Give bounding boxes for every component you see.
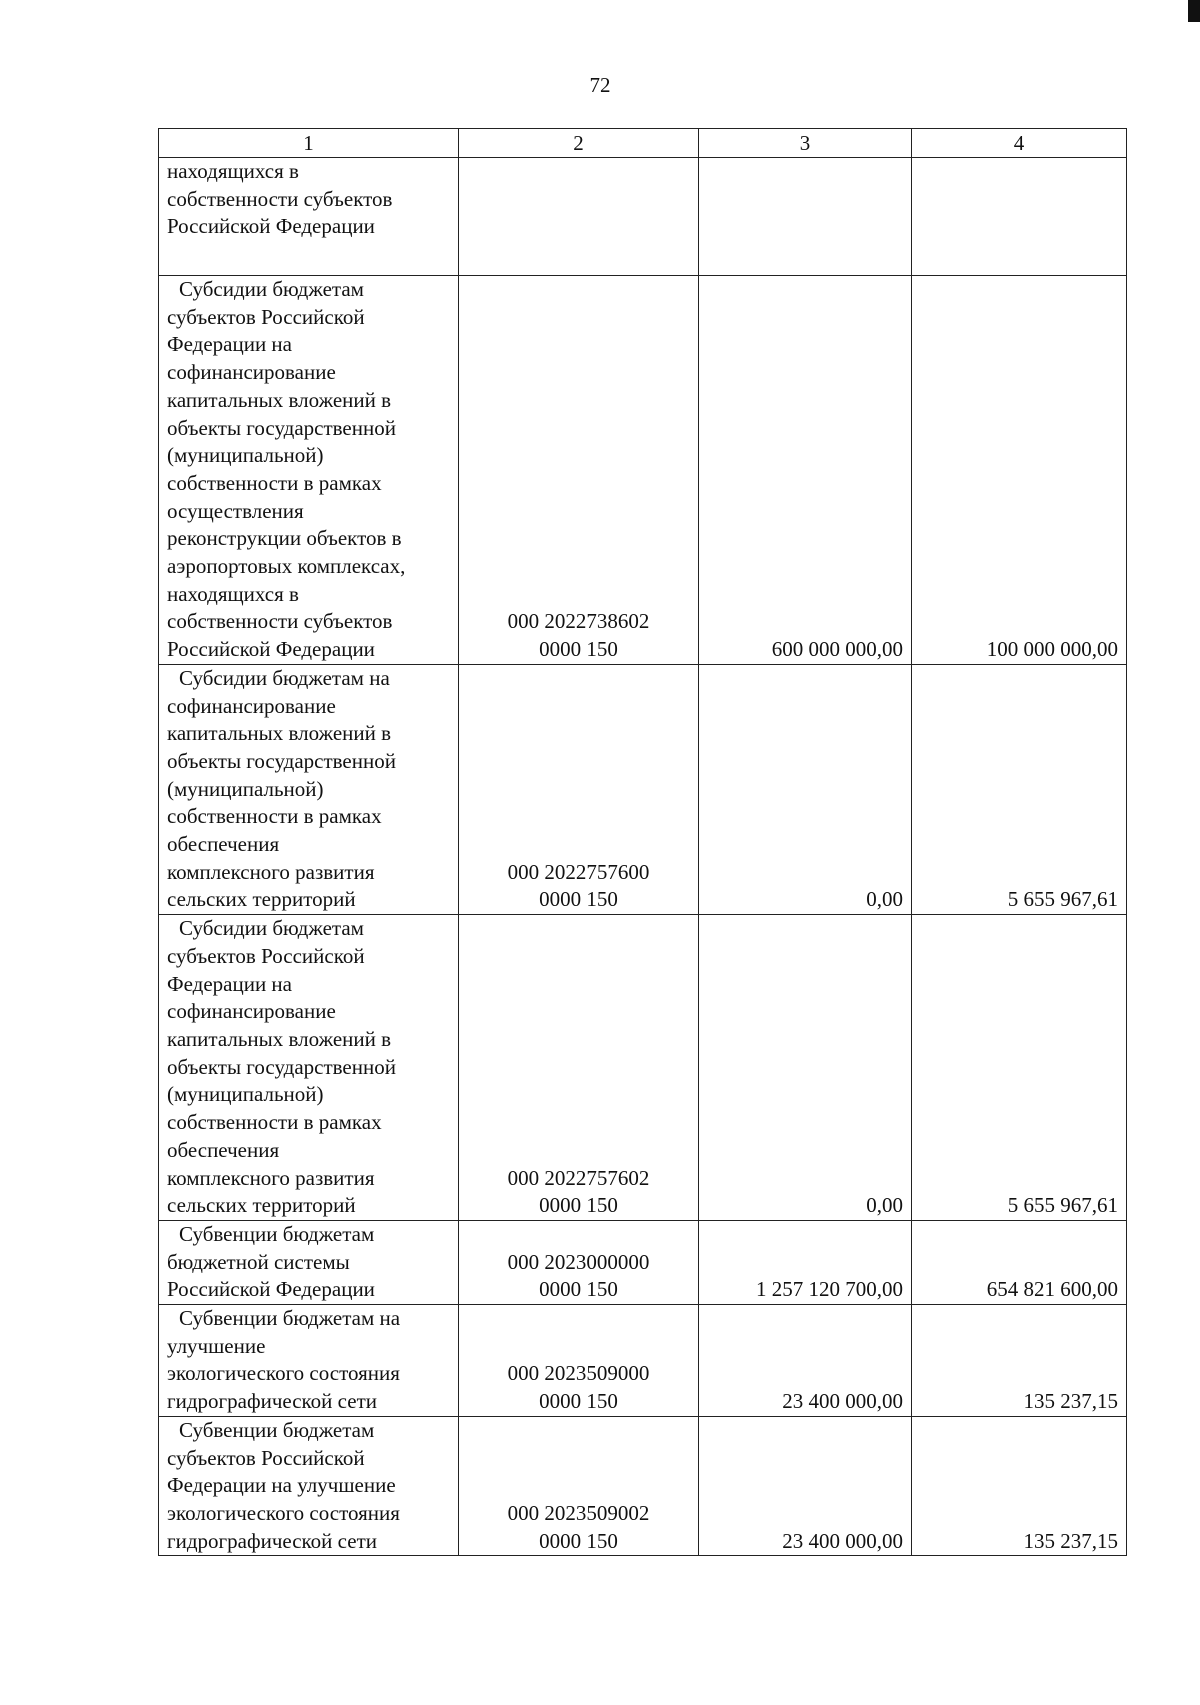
name-line: Федерации на: [167, 971, 292, 996]
name-line: софинансирование: [167, 999, 336, 1024]
name-line: капитальных вложений в: [167, 387, 392, 412]
row-col4-value: 135 237,15: [912, 1416, 1127, 1556]
column-header-2: 2: [459, 129, 699, 158]
name-line: субъектов Российской: [167, 304, 365, 329]
row-name-cell: [159, 1416, 459, 1556]
column-header-4: 4: [912, 129, 1127, 158]
name-line: собственности в рамках: [167, 1110, 382, 1135]
name-line: Федерации на: [167, 332, 292, 357]
continuation-col3-cell: [699, 158, 912, 276]
table-header-row: [159, 129, 1127, 158]
continuation-row: [159, 158, 1127, 276]
row-col3-value: 1 257 120 700,00: [699, 1220, 912, 1304]
name-line: находящихся в: [167, 581, 299, 606]
name-line: объекты государственной: [167, 415, 396, 440]
code-line: 0000 150: [539, 1277, 618, 1302]
name-line: экологического состояния: [167, 1361, 400, 1386]
row-col3-value: 23 400 000,00: [699, 1416, 912, 1556]
code-line: 000 2022757602: [507, 1165, 650, 1190]
name-line: Российской Федерации: [167, 637, 375, 662]
name-line: комплексного развития: [167, 1165, 375, 1190]
name-line: аэропортовых комплексах,: [167, 554, 406, 579]
name-line: капитальных вложений в: [167, 1026, 392, 1051]
name-line: объекты государственной: [167, 748, 396, 773]
code-line: 0000 150: [539, 887, 618, 912]
name-line: субъектов Российской: [167, 943, 365, 968]
name-line: осуществления: [167, 498, 304, 523]
page-number: 72: [589, 73, 611, 97]
row-name-cell: [159, 1220, 459, 1304]
table-row: [159, 1305, 1127, 1417]
name-line: сельских территорий: [167, 1193, 356, 1218]
name-line: экологического состояния: [167, 1500, 400, 1525]
column-header-1: 1: [159, 129, 459, 158]
name-line: собственности в рамках: [167, 470, 382, 495]
row-col3-value: 0,00: [699, 664, 912, 914]
code-line: 000 2023509000: [507, 1361, 650, 1386]
row-code-cell: [459, 1220, 699, 1304]
name-line: Субсидии бюджетам на: [179, 665, 390, 690]
name-line: Российской Федерации: [167, 214, 375, 239]
row-col4-value: 5 655 967,61: [912, 664, 1127, 914]
code-line: 0000 150: [539, 1389, 618, 1414]
name-line: (муниципальной): [167, 776, 324, 801]
table-row: [159, 664, 1127, 914]
continuation-code-cell: [459, 158, 699, 276]
row-col4-value: 135 237,15: [912, 1305, 1127, 1417]
name-line: (муниципальной): [167, 443, 324, 468]
row-code-cell: [459, 664, 699, 914]
name-line: находящихся в: [167, 159, 299, 183]
name-line: субъектов Российской: [167, 1445, 365, 1470]
name-line: собственности в рамках: [167, 804, 382, 829]
name-line: обеспечения: [167, 832, 280, 857]
name-line: Федерации на улучшение: [167, 1473, 396, 1498]
name-line: (муниципальной): [167, 1082, 324, 1107]
row-name-cell: [159, 915, 459, 1221]
row-col3-value: 23 400 000,00: [699, 1305, 912, 1417]
name-line: гидрографической сети: [167, 1528, 377, 1553]
continuation-col4-cell: [912, 158, 1127, 276]
code-line: 000 2023000000: [507, 1249, 650, 1274]
code-line: 0000 150: [539, 1193, 618, 1218]
scan-edge-mark: [1188, 0, 1200, 22]
row-col3-value: 600 000 000,00: [699, 276, 912, 665]
code-line: 000 2022757600: [507, 859, 650, 884]
code-line: 000 2022738602: [507, 609, 650, 634]
name-line: Субвенции бюджетам на: [179, 1306, 401, 1331]
code-line: 0000 150: [539, 637, 618, 662]
name-line: собственности субъектов: [167, 186, 393, 211]
row-code-cell: [459, 1416, 699, 1556]
code-line: 000 2023509002: [507, 1500, 650, 1525]
table-row: [159, 1220, 1127, 1304]
code-line: 0000 150: [539, 1528, 618, 1553]
name-line: комплексного развития: [167, 859, 375, 884]
name-line: реконструкции объектов в: [167, 526, 402, 551]
row-col4-value: 100 000 000,00: [912, 276, 1127, 665]
row-code-cell: [459, 1305, 699, 1417]
name-line: капитальных вложений в: [167, 721, 392, 746]
budget-table: [158, 128, 1127, 1556]
continuation-name-cell: [159, 158, 459, 276]
name-line: собственности субъектов: [167, 609, 393, 634]
name-line: Субвенции бюджетам: [179, 1221, 375, 1246]
name-line: Российской Федерации: [167, 1277, 375, 1302]
row-col4-value: 654 821 600,00: [912, 1220, 1127, 1304]
name-line: Субсидии бюджетам: [179, 277, 364, 301]
name-line: объекты государственной: [167, 1054, 396, 1079]
table-row: [159, 276, 1127, 665]
column-header-3: 3: [699, 129, 912, 158]
name-line: бюджетной системы: [167, 1249, 350, 1274]
table-row: [159, 1416, 1127, 1556]
name-line: обеспечения: [167, 1137, 280, 1162]
row-code-cell: [459, 915, 699, 1221]
name-line: сельских территорий: [167, 887, 356, 912]
row-col4-value: 5 655 967,61: [912, 915, 1127, 1221]
table-row: [159, 915, 1127, 1221]
name-line: гидрографической сети: [167, 1389, 377, 1414]
row-name-cell: [159, 1305, 459, 1417]
name-line: софинансирование: [167, 360, 336, 385]
row-code-cell: [459, 276, 699, 665]
name-line: Субвенции бюджетам: [179, 1417, 375, 1442]
name-line: софинансирование: [167, 693, 336, 718]
name-line: Субсидии бюджетам: [179, 916, 364, 941]
row-name-cell: [159, 664, 459, 914]
row-name-cell: [159, 276, 459, 665]
name-line: улучшение: [167, 1333, 266, 1358]
row-col3-value: 0,00: [699, 915, 912, 1221]
